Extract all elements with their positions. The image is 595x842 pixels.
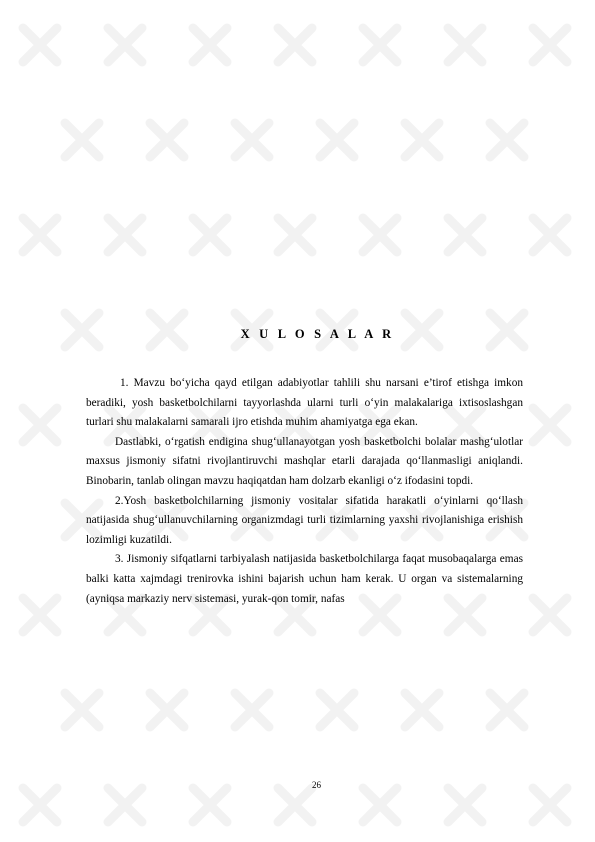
watermark-x-mark bbox=[533, 218, 567, 252]
paragraph-1: 1. Mavzu bo‘yicha qayd etilgan adabiyotlar tahlili shu narsani e’tirof etishga imkon beradiki, yosh basketbolchilarni tayyorlashda ularni turli o‘yin malakalariga ixtisoslashgan turlari shu malakalarni samarali ijro etishda muhim ahamiyatga ega ekan. bbox=[86, 377, 523, 429]
watermark-x-mark bbox=[533, 788, 567, 822]
watermark-x-mark bbox=[235, 693, 269, 727]
watermark-x-mark bbox=[23, 788, 57, 822]
watermark-x-mark bbox=[193, 788, 227, 822]
watermark-x-mark bbox=[23, 408, 57, 442]
watermark-x-mark bbox=[490, 693, 524, 727]
watermark-x-mark bbox=[363, 218, 397, 252]
paragraph-4: 3. Jismoniy sifqatlarni tarbiyalash natijasida basketbolchilarga faqat musobaqalarga emas balki katta xajmdagi trenirovka ishini bajarish uchun ham kerak. U organ va sistemalarning (ayniqsa markaziy nerv sistemasi, yurak-qon tomir, nafas bbox=[86, 553, 523, 605]
watermark-x-mark bbox=[65, 123, 99, 157]
watermark-x-mark bbox=[363, 28, 397, 62]
watermark-x-mark bbox=[23, 598, 57, 632]
watermark-x-mark bbox=[150, 123, 184, 157]
watermark-x-mark bbox=[193, 218, 227, 252]
watermark-x-mark bbox=[533, 598, 567, 632]
page-title: X U L O S A L A R bbox=[240, 327, 395, 341]
watermark-x-mark bbox=[23, 218, 57, 252]
watermark-x-mark bbox=[278, 788, 312, 822]
watermark-x-mark bbox=[320, 693, 354, 727]
watermark-x-mark bbox=[363, 788, 397, 822]
watermark-x-mark bbox=[490, 123, 524, 157]
watermark-x-mark bbox=[278, 28, 312, 62]
paragraph-3: 2.Yosh basketbolchilarning jismoniy vositalar sifatida harakatli o‘yinlarni qo‘llash natijasida shug‘ullanuvchilarning organizmdagi turli tizimlarning yaxshi rivojlanishiga erishish lozimligi kuzatildi. bbox=[86, 494, 523, 546]
watermark-x-mark bbox=[448, 28, 482, 62]
watermark-x-mark bbox=[235, 123, 269, 157]
watermark-x-mark bbox=[193, 28, 227, 62]
watermark-x-mark bbox=[405, 123, 439, 157]
watermark-x-mark bbox=[320, 123, 354, 157]
watermark-x-mark bbox=[65, 693, 99, 727]
watermark-x-mark bbox=[108, 788, 142, 822]
watermark-x-mark bbox=[150, 693, 184, 727]
body-text bbox=[86, 374, 523, 609]
watermark-x-mark bbox=[278, 218, 312, 252]
watermark-x-mark bbox=[448, 788, 482, 822]
watermark-x-mark bbox=[108, 28, 142, 62]
watermark-x-mark bbox=[448, 218, 482, 252]
watermark-x-mark bbox=[23, 28, 57, 62]
watermark-x-mark bbox=[533, 408, 567, 442]
watermark-x-mark bbox=[533, 28, 567, 62]
watermark-x-mark bbox=[405, 693, 439, 727]
page-number: 26 bbox=[312, 780, 321, 790]
paragraph-2: Dastlabki, o‘rgatish endigina shug‘ullanayotgan yosh basketbolchi bolalar mashg‘ulotlar maxsus jismoniy sifatni rivojlantiruvchi mashqlar etarli darajada qo‘llanmasligi aniqlandi. Binobarin, tanlab olingan mavzu haqiqatdan ham dolzarb ekanligi o‘z ifodasini topdi. bbox=[86, 435, 523, 487]
watermark-x-mark bbox=[108, 218, 142, 252]
